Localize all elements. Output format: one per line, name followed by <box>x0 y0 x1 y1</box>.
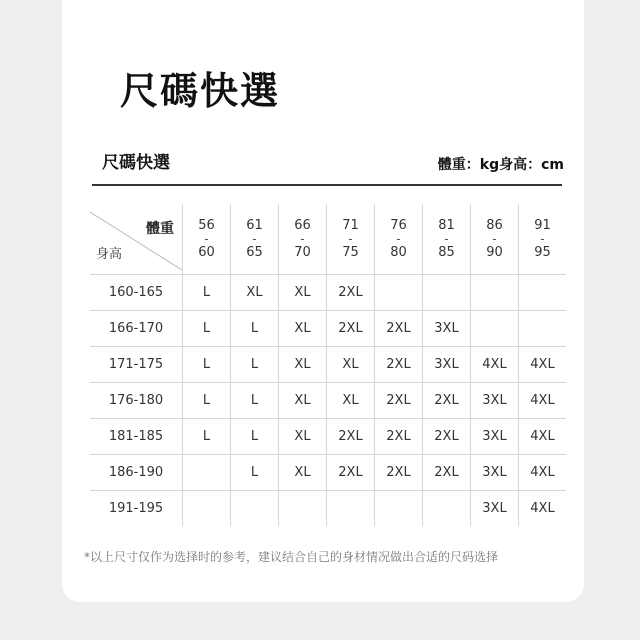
weight-from: 91 <box>534 218 551 233</box>
table-row <box>90 347 566 383</box>
size-cell: L <box>183 419 231 455</box>
weight-from: 61 <box>246 218 263 233</box>
height-range-label: 171-175 <box>90 347 183 383</box>
size-cell: 3XL <box>471 455 519 491</box>
section-title: 尺碼快選 <box>102 153 170 173</box>
size-cell: XL <box>327 383 375 419</box>
size-cell <box>519 275 567 311</box>
weight-range-header <box>471 204 519 275</box>
weight-range-header <box>183 204 231 275</box>
weight-range-header <box>231 204 279 275</box>
size-cell <box>423 491 471 527</box>
size-cell: L <box>231 419 279 455</box>
table-row <box>90 275 566 311</box>
size-cell <box>375 275 423 311</box>
size-cell: 4XL <box>519 419 567 455</box>
size-cell: XL <box>279 419 327 455</box>
range-dash: - <box>204 232 209 246</box>
range-dash: - <box>300 232 305 246</box>
height-range-label: 160-165 <box>90 275 183 311</box>
size-cell: 4XL <box>519 347 567 383</box>
size-cell: L <box>231 347 279 383</box>
size-table <box>90 204 566 526</box>
weight-to: 75 <box>342 245 359 260</box>
range-dash: - <box>492 232 497 246</box>
range-dash: - <box>540 232 545 246</box>
height-axis-label: 身高 <box>96 247 123 262</box>
weight-to: 95 <box>534 245 551 260</box>
weight-axis-label: 體重 <box>146 221 174 237</box>
height-range-label: 176-180 <box>90 383 183 419</box>
range-dash: - <box>396 232 401 246</box>
size-cell <box>375 491 423 527</box>
range-dash: - <box>348 232 353 246</box>
table-row <box>90 455 566 491</box>
size-cell: 3XL <box>423 311 471 347</box>
size-cell: 2XL <box>327 311 375 347</box>
footnote: *以上尺寸仅作为选择时的参考，建议结合自己的身材情况做出合适的尺码选择 <box>84 550 499 564</box>
weight-from: 71 <box>342 218 359 233</box>
size-cell: L <box>183 383 231 419</box>
size-cell: XL <box>279 455 327 491</box>
height-range-label: 186-190 <box>90 455 183 491</box>
size-cell: 3XL <box>471 419 519 455</box>
size-cell: 2XL <box>327 455 375 491</box>
size-cell <box>327 491 375 527</box>
size-cell: 3XL <box>471 383 519 419</box>
size-cell: 2XL <box>375 455 423 491</box>
weight-from: 76 <box>390 218 407 233</box>
size-cell: 4XL <box>471 347 519 383</box>
diagonal-line <box>90 204 182 274</box>
weight-from: 56 <box>198 218 215 233</box>
weight-from: 86 <box>486 218 503 233</box>
weight-range-header <box>327 204 375 275</box>
table-header-row <box>90 204 566 275</box>
range-dash: - <box>252 232 257 246</box>
size-cell: 2XL <box>423 455 471 491</box>
weight-range-header <box>375 204 423 275</box>
size-cell: 2XL <box>375 347 423 383</box>
weight-range-header <box>279 204 327 275</box>
size-cell: XL <box>279 383 327 419</box>
size-cell: XL <box>327 347 375 383</box>
weight-to: 90 <box>486 245 503 260</box>
height-range-label: 166-170 <box>90 311 183 347</box>
divider <box>92 184 562 186</box>
weight-range-header <box>519 204 567 275</box>
size-cell <box>231 491 279 527</box>
size-cell: 4XL <box>519 383 567 419</box>
size-cell: 4XL <box>530 501 555 516</box>
height-range-label: 181-185 <box>90 419 183 455</box>
size-cell: XL <box>279 347 327 383</box>
size-cell: 2XL <box>327 275 375 311</box>
size-cell: 4XL <box>519 455 567 491</box>
size-cell <box>471 275 519 311</box>
range-dash: - <box>444 232 449 246</box>
page-title: 尺碼快選 <box>120 69 281 113</box>
corner-cell <box>90 204 183 275</box>
size-cell <box>471 311 519 347</box>
size-cell <box>279 491 327 527</box>
height-range-label: 191-195 <box>90 491 183 527</box>
unit-note: 體重：kg身高：cm <box>437 157 564 173</box>
size-cell: L <box>183 275 231 311</box>
size-cell <box>183 491 231 527</box>
weight-from: 81 <box>438 218 455 233</box>
size-cell: L <box>183 311 231 347</box>
size-cell: L <box>183 347 231 383</box>
weight-to: 80 <box>390 245 407 260</box>
size-cell: 2XL <box>423 419 471 455</box>
size-cell <box>183 455 231 491</box>
table-row <box>90 311 566 347</box>
weight-to: 70 <box>294 245 311 260</box>
size-cell: 2XL <box>375 311 423 347</box>
size-cell: 3XL <box>423 347 471 383</box>
table-row <box>90 491 566 527</box>
size-cell: 2XL <box>423 383 471 419</box>
size-cell: XL <box>279 275 327 311</box>
table-row <box>90 419 566 455</box>
size-cell: L <box>231 455 279 491</box>
size-cell: 3XL <box>471 491 519 527</box>
weight-to: 65 <box>246 245 263 260</box>
size-cell: L <box>231 311 279 347</box>
weight-range-header <box>423 204 471 275</box>
size-cell: XL <box>279 311 327 347</box>
size-cell: L <box>231 383 279 419</box>
size-cell <box>519 311 567 347</box>
table-row <box>90 383 566 419</box>
weight-from: 66 <box>294 218 311 233</box>
size-cell: 2XL <box>327 419 375 455</box>
weight-to: 85 <box>438 245 455 260</box>
size-cell: 2XL <box>375 383 423 419</box>
size-cell: 2XL <box>375 419 423 455</box>
weight-to: 60 <box>198 245 215 260</box>
size-cell: XL <box>231 275 279 311</box>
size-cell <box>423 275 471 311</box>
